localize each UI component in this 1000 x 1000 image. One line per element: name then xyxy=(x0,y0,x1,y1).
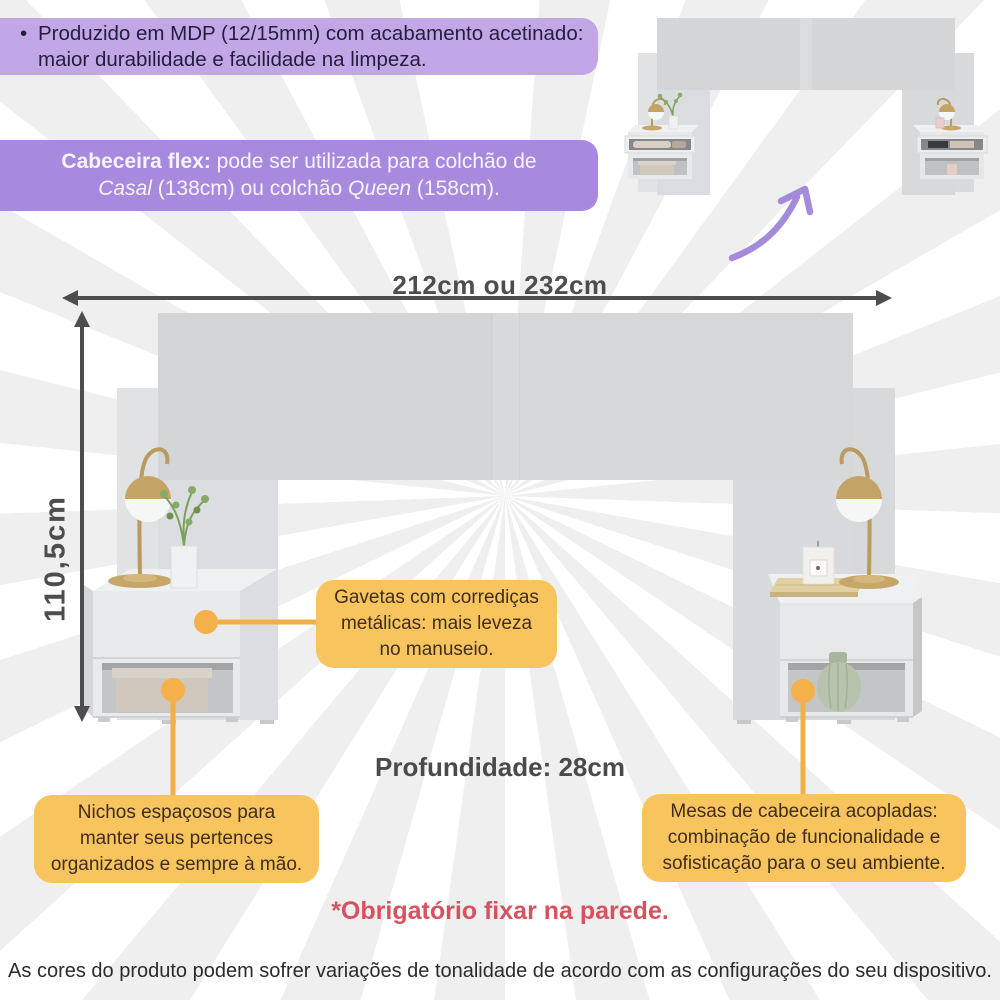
bullet-icon: • xyxy=(20,22,28,45)
feature-box-flex-line1: Cabeceira flex: pode ser utilizada para colchão de xyxy=(61,150,537,173)
callout-drawers: Gavetas com corrediças metálicas: mais leveza no manuseio. xyxy=(316,580,557,668)
callout-niches: Nichos espaçosos para manter seus pertences organizados e sempre à mão. xyxy=(34,795,319,883)
width-dimension-label: 212cm ou 232cm xyxy=(392,270,608,300)
wall-mount-warning: *Obrigatório fixar na parede. xyxy=(331,897,669,925)
feature-box-flex-line2: Casal (138cm) ou colchão Queen (158cm). xyxy=(98,177,500,200)
color-disclaimer: As cores do produto podem sofrer variações de tonalidade de acordo com as configurações do seu dispositivo. xyxy=(8,960,992,982)
height-dimension-label: 110,5cm xyxy=(39,495,72,623)
feature-box-material-text: Produzido em MDP (12/15mm) com acabamento acetinado: maior durabilidade e facilidade na limpeza. xyxy=(38,22,584,71)
depth-label: Profundidade: 28cm xyxy=(375,752,625,782)
callout-tables: Mesas de cabeceira acopladas: combinação de funcionalidade e sofisticação para o seu ambiente. xyxy=(642,794,966,882)
feature-box-material xyxy=(0,18,598,75)
feature-box-flex xyxy=(0,140,598,211)
